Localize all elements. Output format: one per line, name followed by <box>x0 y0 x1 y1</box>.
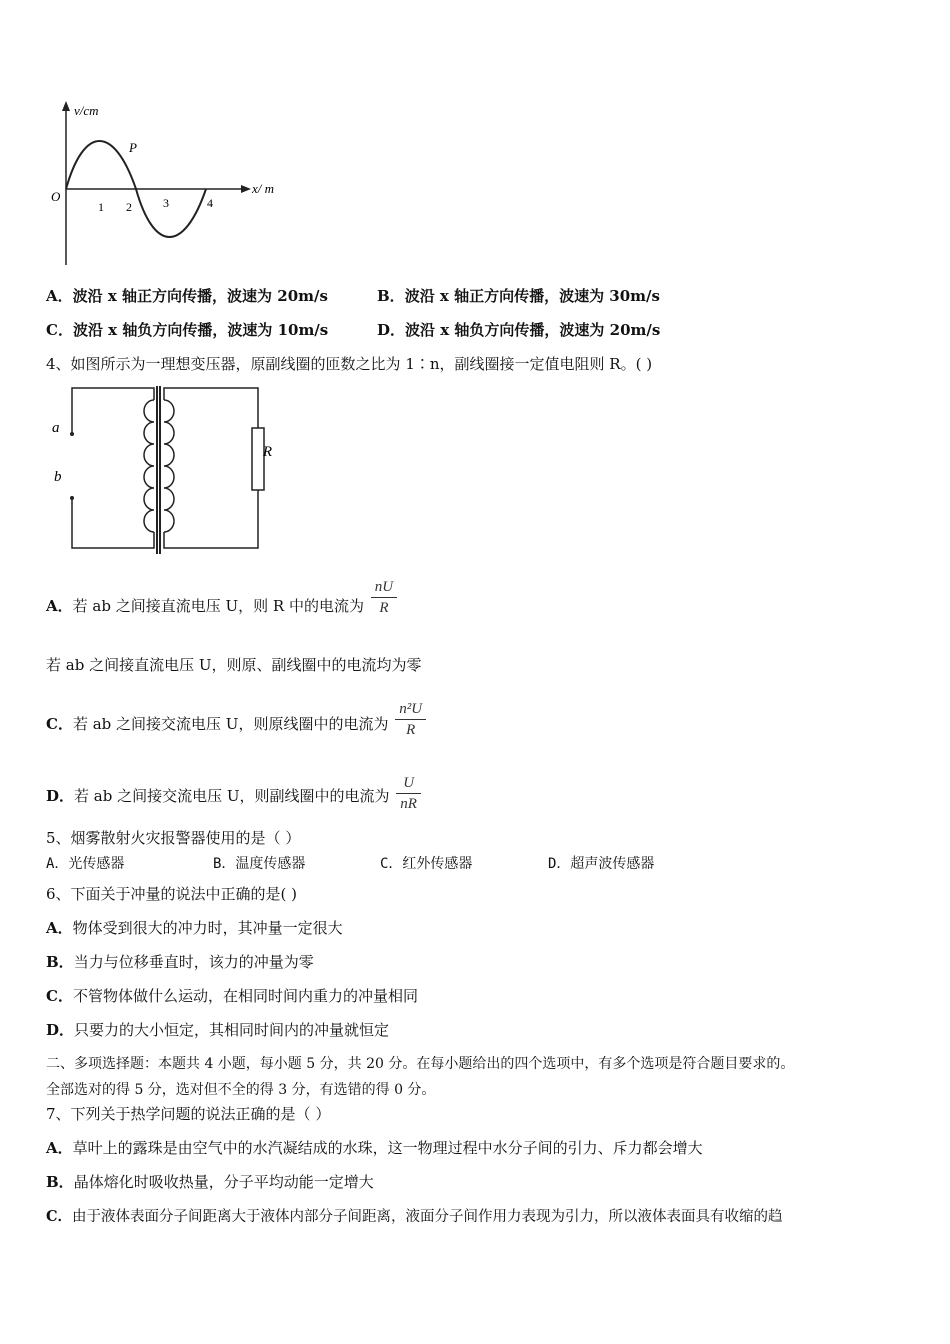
section2-line2: 全部选对的得 5 分，选对但不全的得 3 分，有选错的得 0 分。 <box>46 1082 436 1098</box>
q4-option-b: 若 ab 之间接直流电压 U，则原、副线圈中的电流均为零 <box>46 656 422 674</box>
section2-line1: 二、多项选择题：本题共 4 小题，每小题 5 分，共 20 分。在每小题给出的四个选项中，有多个选项是符合题目要求的。 <box>46 1056 795 1072</box>
q4-option-c: C．若 ab 之间接交流电压 U，则原线圈中的电流为 $\frac{\text{n²U}}{R}$ <box>46 690 426 758</box>
q3-option-a: A．波沿 x 轴正方向传播，波速为 20m/s <box>46 287 328 305</box>
fraction-nu-r: $\frac{nU}{R}$ <box>371 577 397 618</box>
label-a: a <box>52 420 60 436</box>
label-r: R <box>262 444 272 460</box>
q6-stem: 6、下面关于冲量的说法中正确的是( ) <box>46 885 298 903</box>
q5-option-b: B．温度传感器 <box>213 856 306 872</box>
q7-stem: 7、下列关于热学问题的说法正确的是（ ） <box>46 1105 331 1123</box>
q4-stem: 4、如图所示为一理想变压器，原副线圈的匝数之比为 1∶n，副线圈接一定值电阻则 R。( ) <box>46 355 653 373</box>
q5-option-d: D．超声波传感器 <box>548 856 655 872</box>
q3-option-b: B．波沿 x 轴正方向传播，波速为 30m/s <box>377 287 660 305</box>
tick-4: 4 <box>207 196 213 210</box>
q6-option-c: C．不管物体做什么运动，在相同时间内重力的冲量相同 <box>46 987 418 1005</box>
q6-option-b: B．当力与位移垂直时，该力的冲量为零 <box>46 953 314 971</box>
q7-option-c: C．由于液体表面分子间距离大于液体内部分子间距离，液面分子间作用力表现为引力，所以液体表面具有收缩的趋 <box>46 1208 783 1225</box>
q5-option-a: A．光传感器 <box>46 856 125 872</box>
label-b: b <box>54 469 62 485</box>
secondary-coil <box>164 400 174 532</box>
q4-option-d: D．若 ab 之间接交流电压 U，则副线圈中的电流为 $\frac{U}{nR}$ <box>46 768 421 824</box>
x-axis-label: x/ m <box>252 181 275 196</box>
q6-option-a: A．物体受到很大的冲力时，其冲量一定很大 <box>46 919 343 937</box>
primary-coil <box>144 400 154 532</box>
tick-2: 2 <box>126 200 132 214</box>
q7-option-a: A．草叶上的露珠是由空气中的水汽凝结成的水珠，这一物理过程中水分子间的引力、斥力都会增大 <box>46 1139 703 1157</box>
q6-option-d: D．只要力的大小恒定，其相同时间内的冲量就恒定 <box>46 1021 390 1039</box>
q5-option-c: C．红外传感器 <box>380 856 473 872</box>
fraction-n2u-r: $\frac{\text{n²U}}{R}$ <box>395 699 426 740</box>
wave-figure <box>44 95 294 270</box>
origin-label: O <box>51 189 61 204</box>
point-p-label: P <box>129 140 137 155</box>
q4-option-a: A．若 ab 之间接直流电压 U，则 R 中的电流为 $\frac{nU}{R}$ <box>46 570 397 642</box>
tick-1: 1 <box>98 200 104 214</box>
q5-stem: 5、烟雾散射火灾报警器使用的是（ ） <box>46 829 301 847</box>
fraction-u-nr: $\frac{U}{nR}$ <box>396 773 421 814</box>
q3-option-c: C．波沿 x 轴负方向传播，波速为 10m/s <box>46 321 329 339</box>
q3-option-d: D．波沿 x 轴负方向传播，波速为 20m/s <box>377 321 661 339</box>
transformer-figure <box>46 382 271 557</box>
tick-3: 3 <box>163 196 169 210</box>
q7-option-b: B．晶体熔化时吸收热量，分子平均动能一定增大 <box>46 1173 374 1191</box>
y-axis-label: v/cm <box>74 103 99 118</box>
